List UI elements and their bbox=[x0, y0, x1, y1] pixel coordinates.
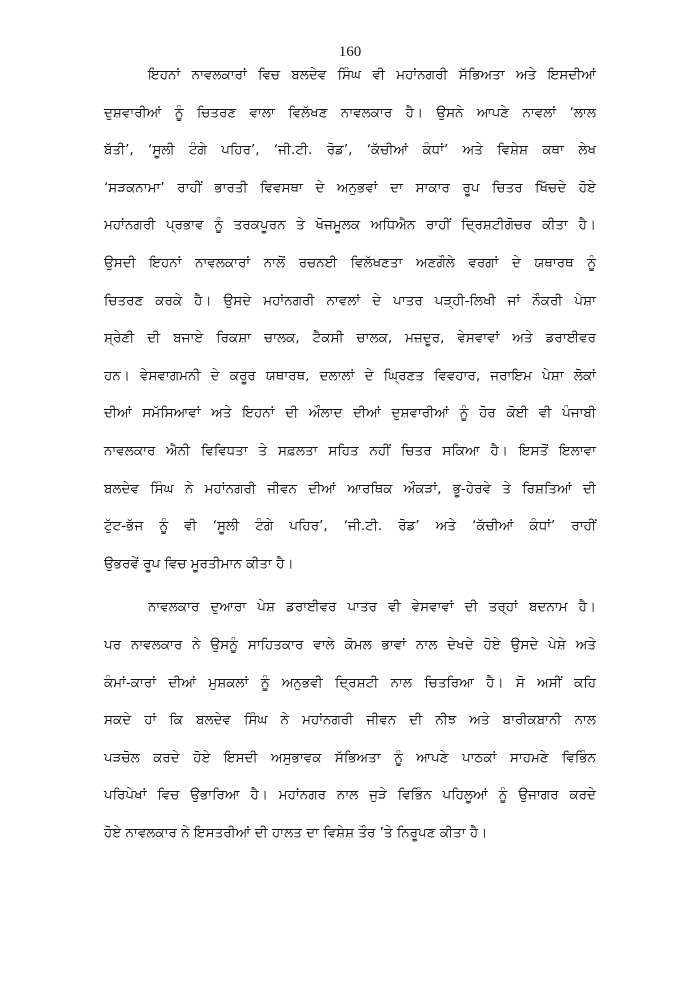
text-line: ਪੜਚੋਲ ਕਰਦੇ ਹੋਏ ਇਸਦੀ ਅਸੁਭਾਵਕ ਸੱਭਿਅਤਾ ਨੂੰ ਆਪਣੇ ਪਾਠਕਾਂ ਸਾਹਮਣੇ ਵਿਭਿੰਨ bbox=[104, 749, 596, 766]
text-line: ਕੰਮਾਂ-ਕਾਰਾਂ ਦੀਆਂ ਮੁਸ਼ਕਲਾਂ ਨੂੰ ਅਨੁਭਵੀ ਦ੍ਰਿਸ਼ਟੀ ਨਾਲ ਚਿਤਰਿਆ ਹੈ। ਸੋ ਅਸੀਂ ਕਹਿ bbox=[104, 674, 596, 691]
text-line: ਨਾਵਲਕਾਰ ਐਨੀ ਵਿਵਿਧਤਾ ਤੇ ਸਫ਼ਲਤਾ ਸਹਿਤ ਨਹੀਂ ਚਿਤਰ ਸਕਿਆ ਹੈ। ਇਸਤੋਂ ਇਲਾਵਾ bbox=[104, 442, 596, 459]
paragraph-1 bbox=[104, 63, 596, 589]
text-line: ਟੁੱਟ-ਭੱਜ ਨੂੰ ਵੀ ‘ਸੂਲੀ ਟੰਗੇ ਪਹਿਰ’, ‘ਜੀ.ਟੀ. ਰੋਡ’ ਅਤੇ ‘ਕੱਚੀਆਂ ਕੰਧਾਂ’ ਰਾਹੀਂ bbox=[104, 518, 596, 535]
paragraph-2 bbox=[104, 595, 596, 858]
text-line: ਮਹਾਂਨਗਰੀ ਪ੍ਰਭਾਵ ਨੂੰ ਤਰਕਪੂਰਨ ਤੇ ਖੋਜਮੂਲਕ ਅਧਿਐਨ ਰਾਹੀਂ ਦ੍ਰਿਸ਼ਟੀਗੋਚਰ ਕੀਤਾ ਹੈ। bbox=[104, 217, 596, 234]
text-line: ਸਕਦੇ ਹਾਂ ਕਿ ਬਲਦੇਵ ਸਿੰਘ ਨੇ ਮਹਾਂਨਗਰੀ ਜੀਵਨ ਦੀ ਨੀਝ ਅਤੇ ਬਾਰੀਕਬਾਨੀ ਨਾਲ bbox=[104, 712, 596, 729]
text-line: ਪਰ ਨਾਵਲਕਾਰ ਨੇ ਉਸਨੂੰ ਸਾਹਿਤਕਾਰ ਵਾਲੇ ਕੋਮਲ ਭਾਵਾਂ ਨਾਲ ਦੇਖਦੇ ਹੋਏ ਉਸਦੇ ਪੇਸ਼ੇ ਅਤੇ bbox=[104, 636, 596, 653]
text-line: ਦੁਸ਼ਵਾਰੀਆਂ ਨੂੰ ਚਿਤਰਣ ਵਾਲਾ ਵਿਲੱਖਣ ਨਾਵਲਕਾਰ ਹੈ। ਉਸਨੇ ਆਪਣੇ ਨਾਵਲਾਂ ‘ਲਾਲ bbox=[104, 104, 596, 121]
text-line: ਪਰਿਪੇਖਾਂ ਵਿਚ ਉਭਾਰਿਆ ਹੈ। ਮਹਾਂਨਗਰ ਨਾਲ ਜੁੜੇ ਵਿਭਿੰਨ ਪਹਿਲੂਆਂ ਨੂੰ ਉਜਾਗਰ ਕਰਦੇ bbox=[104, 787, 596, 804]
text-line: ਬਲਦੇਵ ਸਿੰਘ ਨੇ ਮਹਾਂਨਗਰੀ ਜੀਵਨ ਦੀਆਂ ਆਰਥਿਕ ਔਕੜਾਂ, ਭੂ-ਹੇਰਵੇ ਤੇ ਰਿਸ਼ਤਿਆਂ ਦੀ bbox=[104, 480, 596, 497]
text-line: ਹੋਏ ਨਾਵਲਕਾਰ ਨੇ ਇਸਤਰੀਆਂ ਦੀ ਹਾਲਤ ਦਾ ਵਿਸ਼ੇਸ਼ ਤੌਰ ’ਤੇ ਨਿਰੂਪਣ ਕੀਤਾ ਹੈ। bbox=[104, 824, 488, 841]
text-line: ਉਸਦੀ ਇਹਨਾਂ ਨਾਵਲਕਾਰਾਂ ਨਾਲੋਂ ਰਚਨਈ ਵਿਲੱਖਣਤਾ ਅਣਗੌਲੇ ਵਰਗਾਂ ਦੇ ਯਥਾਰਥ ਨੂੰ bbox=[104, 254, 596, 271]
page-number: 160 bbox=[338, 44, 362, 60]
body-text bbox=[104, 63, 596, 858]
text-line: ਚਿਤਰਣ ਕਰਕੇ ਹੈ। ਉਸਦੇ ਮਹਾਂਨਗਰੀ ਨਾਵਲਾਂ ਦੇ ਪਾਤਰ ਪੜ੍ਹੀ-ਲਿਖੀ ਜਾਂ ਨੌਕਰੀ ਪੇਸ਼ਾ bbox=[104, 292, 596, 309]
text-line: ਨਾਵਲਕਾਰ ਦੁਆਰਾ ਪੇਸ਼ ਡਰਾਈਵਰ ਪਾਤਰ ਵੀ ਵੇਸਵਾਵਾਂ ਦੀ ਤਰ੍ਹਾਂ ਬਦਨਾਮ ਹੈ। bbox=[148, 599, 596, 616]
text-line: ‘ਸੜਕਨਾਮਾ’ ਰਾਹੀਂ ਭਾਰਤੀ ਵਿਵਸਥਾ ਦੇ ਅਨੁਭਵਾਂ ਦਾ ਸਾਕਾਰ ਰੂਪ ਚਿਤਰ ਖਿੱਚਦੇ ਹੋਏ bbox=[104, 179, 596, 196]
text-line: ਬੱਤੀ’, ‘ਸੂਲੀ ਟੰਗੇ ਪਹਿਰ’, ‘ਜੀ.ਟੀ. ਰੋਡ’, ‘ਕੱਚੀਆਂ ਕੰਧਾਂ’ ਅਤੇ ਵਿਸ਼ੇਸ਼ ਕਥਾ ਲੇਖ bbox=[104, 142, 596, 159]
text-line: ਇਹਨਾਂ ਨਾਵਲਕਾਰਾਂ ਵਿਚ ਬਲਦੇਵ ਸਿੰਘ ਵੀ ਮਹਾਂਨਗਰੀ ਸੱਭਿਅਤਾ ਅਤੇ ਇਸਦੀਆਂ bbox=[148, 67, 596, 83]
text-line: ਦੀਆਂ ਸਮੱਸਿਆਵਾਂ ਅਤੇ ਇਹਨਾਂ ਦੀ ਔਲਾਦ ਦੀਆਂ ਦੁਸ਼ਵਾਰੀਆਂ ਨੂੰ ਹੋਰ ਕੋਈ ਵੀ ਪੰਜਾਬੀ bbox=[104, 405, 596, 422]
text-line: ਉਭਰਵੇਂ ਰੂਪ ਵਿਚ ਮੂਰਤੀਮਾਨ ਕੀਤਾ ਹੈ। bbox=[104, 555, 294, 572]
text-line: ਸ਼੍ਰੇਣੀ ਦੀ ਬਜਾਏ ਰਿਕਸ਼ਾ ਚਾਲਕ, ਟੈਕਸੀ ਚਾਲਕ, ਮਜ਼ਦੂਰ, ਵੇਸਵਾਵਾਂ ਅਤੇ ਡਰਾਈਵਰ bbox=[104, 330, 596, 347]
text-line: ਹਨ। ਵੇਸਵਾਗਮਨੀ ਦੇ ਕਰੂਰ ਯਥਾਰਥ, ਦਲਾਲਾਂ ਦੇ ਘ੍ਰਿਣਤ ਵਿਵਹਾਰ, ਜਰਾਇਮ ਪੇਸ਼ਾ ਲੋਕਾਂ bbox=[104, 367, 596, 384]
